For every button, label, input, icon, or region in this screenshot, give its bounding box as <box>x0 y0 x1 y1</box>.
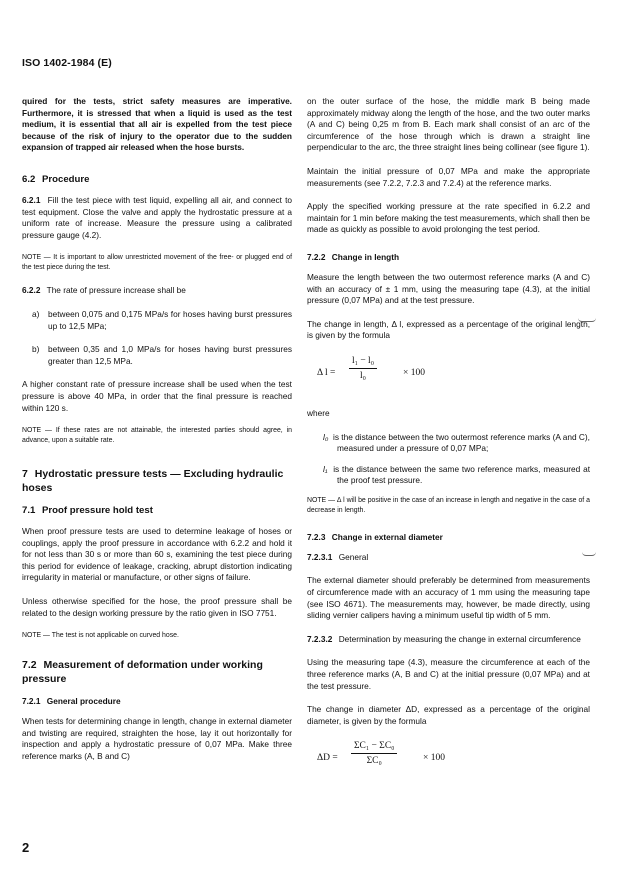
section-7-2-1-heading: 7.2.1 General procedure <box>22 696 121 707</box>
working-pressure-paragraph: Apply the specified working pressure at the rate specified in 6.2.2 and maintain for 1 min before making the test measurements, which shall then be made as quickly as possible to avoid prolonging the test period. <box>307 201 590 235</box>
section-7-2-3-heading: 7.2.3 Change in external diameter <box>307 531 443 542</box>
section-7-2-3-1-heading: 7.2.3.1 General <box>307 551 369 562</box>
left-column <box>22 96 292 775</box>
safety-paragraph: quired for the tests, strict safety measures are imperative. Furthermore, it is stressed that when a liquid is used as the test medium, it is essential that all air is expelled from the test piece because of the risk of injury to the operator due to the sudden expansion of trapped air released when the hose bursts. <box>22 96 292 153</box>
formula2-rhs: × 100 <box>423 753 445 764</box>
page-number: 2 <box>22 840 30 855</box>
section-7-2-2-paragraph-1: Measure the length between the two outermost reference marks (A and C) with an accuracy of ± 1 mm, using the measuring tape (4.3), at the initial pressure (0,07 MPa) and at the test pressure. <box>307 271 590 306</box>
section-6-2-2: 6.2.2 The rate of pressure increase shall be <box>22 285 186 296</box>
section-7-2-3-1-paragraph: The external diameter should preferably be determined from measurements of circumference made with an accuracy of 1 mm using the measuring tape (see ISO 4671). The measurements may, however, be made directly, using sliding vernier calipers having a minimum useful tip width of 5 mm. <box>307 575 590 621</box>
margin-mark-bottom <box>582 552 596 556</box>
section-7-1-heading: 7.1 Proof pressure hold test <box>22 505 153 517</box>
higher-rate-paragraph: A higher constant rate of pressure increase shall be used when the test pressure is above 40 MPa, in order that the final pressure is reached within 120 s. <box>22 379 292 413</box>
note-rates: NOTE — If these rates are not attainable, the interested parties should agree, in advance, upon a suitable rate. <box>22 427 292 445</box>
section-7-heading: 7 Hydrostatic pressure tests — Excluding hydraulic hoses <box>22 468 284 494</box>
section-7-1-paragraph-2: Unless otherwise specified for the hose, the proof pressure shall be related to the design working pressure by the ratio given in ISO 7751. <box>22 596 292 618</box>
note-free-end: NOTE — It is important to allow unrestricted movement of the free- or plugged end of the test piece during the test. <box>22 254 292 272</box>
diameter-change-formula <box>307 739 590 783</box>
section-7-2-1-paragraph: When tests for determining change in length, change in external diameter and twisting are required, straighten the hose, lay it out horizontally for inspection and apply a hydrostatic pressure of 0,07 MPa. Make three reference marks (A, B and C) <box>22 716 292 762</box>
section-7-2-2-heading: 7.2.2 Change in length <box>307 251 400 262</box>
list-item-b: b) between 0,35 and 1,0 MPa/s for hoses having burst pressures greater than 12,5 MPa. <box>32 344 292 366</box>
formula-lhs: Δ l = <box>317 367 336 378</box>
initial-pressure-paragraph: Maintain the initial pressure of 0,07 MPa and make the appropriate measurements (see 7.2.2, 7.2.3 and 7.2.4) at the reference marks. <box>307 165 590 188</box>
where-label: where <box>307 407 330 418</box>
document-header: ISO 1402-1984 (E) <box>22 57 112 69</box>
section-7-2-3-2-heading: 7.2.3.2 Determination by measuring the change in external circumference <box>307 633 581 644</box>
formula-rhs: × 100 <box>403 367 425 378</box>
length-change-formula <box>307 354 590 398</box>
right-column <box>307 96 590 793</box>
formula-fraction: $\frac{\text{l₁ − l₀}}{\text{l₀}}$ <box>349 356 377 381</box>
definition-l0: l₀ is the distance between the two outermost reference marks (A and C), measured under a pressure of 0,07 MPa; <box>323 431 590 454</box>
section-7-1-paragraph-1: When proof pressure tests are used to determine leakage of hoses or couplings, apply the proof pressure in accordance with 6.2.2 and hold it for not less than 30 s or more than 60 s, examining the test piece during this period for evidence of leakage, cracking, abrupt distortion indicating irregularity in material or manufacture, or other signs of failure. <box>22 526 292 583</box>
list-item-a: a) between 0,075 and 0,175 MPa/s for hoses having burst pressures up to 12,5 MPa; <box>32 308 292 331</box>
section-7-2-2-paragraph-2: The change in length, Δ l, expressed as a percentage of the original length, is given by the formula <box>307 318 590 341</box>
note-curved-hose: NOTE — The test is not applicable on curved hose. <box>22 632 179 640</box>
section-7-2-3-2-paragraph-1: Using the measuring tape (4.3), measure the circumference at each of the three reference marks (A, B and C) at the initial pressure (0,07 MPa) and at the test pressure. <box>307 657 590 691</box>
definition-l1: l₁ is the distance between the same two reference marks, measured at the proof test pressure. <box>323 463 590 486</box>
section-6-2-heading: 6.2 Procedure <box>22 173 90 185</box>
section-7-2-3-2-paragraph-2: The change in diameter ΔD, expressed as a percentage of the original diameter, is given by the formula <box>307 704 590 726</box>
note-length-sign: NOTE — Δ l will be positive in the case of an increase in length and negative in the case of a decrease in length. <box>307 496 590 514</box>
section-6-2-1: 6.2.1 Fill the test piece with test liquid, expelling all air, and connect to test equipment. Close the valve and apply the hydrostatic pressure at a uniform rate of increase. Measure the pressure using a calibrated pressure gauge (4.2). <box>22 194 293 240</box>
formula2-lhs: ΔD = <box>317 753 338 764</box>
reference-marks-paragraph: on the outer surface of the hose, the middle mark B being made approximately midway along the length of the hose, and the two outer marks (A and C) being 0,25 m from B. Each mark shall consist of an arc of the circumference of the hose through which is drawn a straight line perpendicular to the arc, the three straight lines being collinear (see figure 1). <box>307 96 590 153</box>
section-7-2-heading: 7.2 Measurement of deformation under working pressure <box>22 659 263 685</box>
formula2-fraction: $\frac{\text{ΣC₁ − ΣC₀}}{\text{ΣC₀}}$ <box>351 741 397 766</box>
margin-mark-top <box>578 318 596 322</box>
